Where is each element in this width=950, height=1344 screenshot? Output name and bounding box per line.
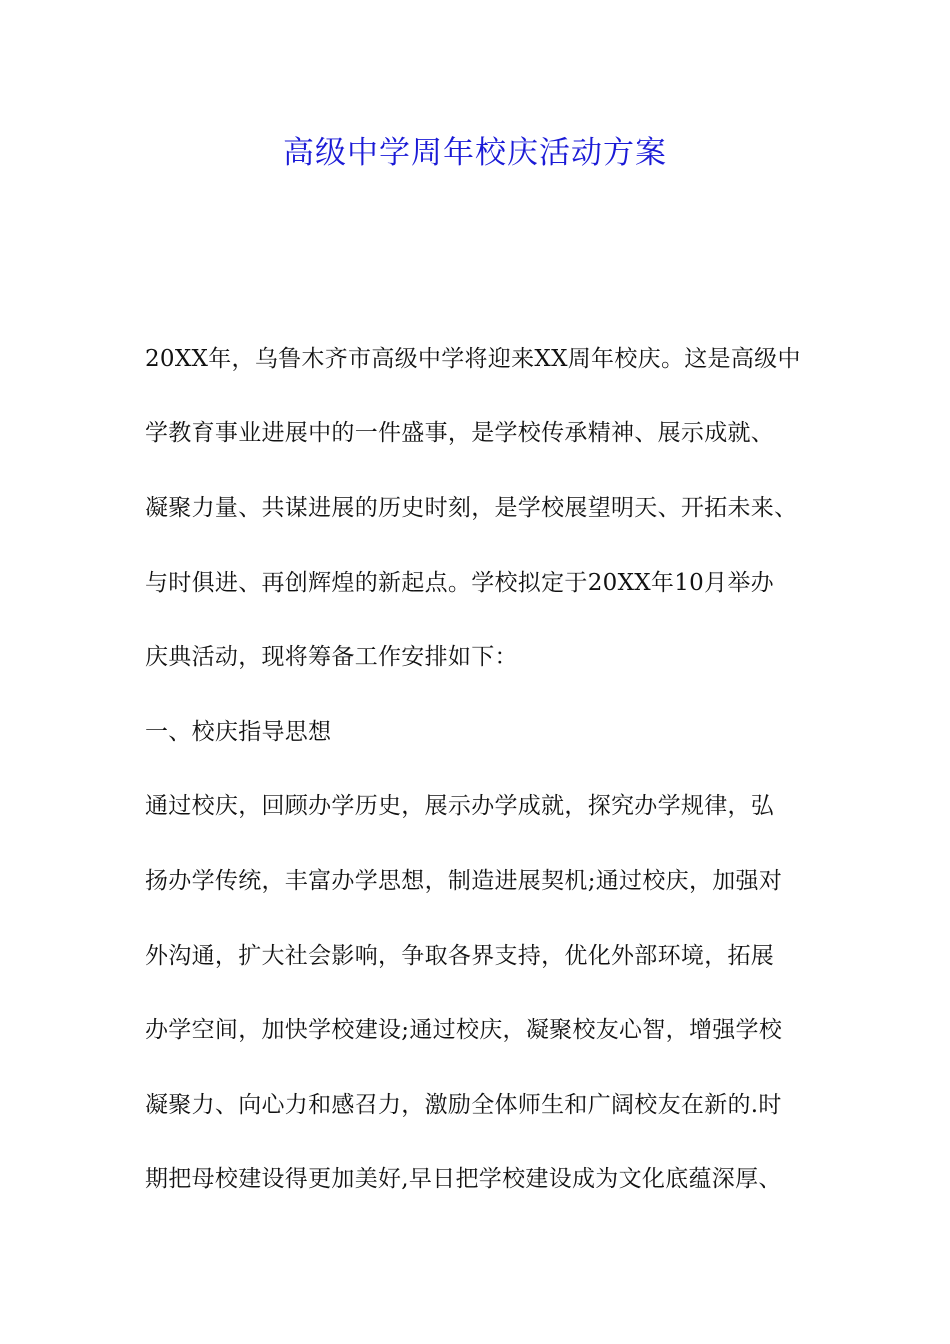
paragraph-line-3: 凝聚力量、共谋进展的历史时刻，是学校展望明天、开拓未来、 (145, 495, 798, 521)
paragraph-line-11: 期把母校建设得更加美好,早日把学校建设成为文化底蕴深厚、 (145, 1166, 782, 1192)
paragraph-line-5: 庆典活动，现将筹备工作安排如下： (145, 644, 518, 670)
paragraph-line-4: 与时俱进、再创辉煌的新起点。学校拟定于20XX年10月举办 (145, 570, 774, 596)
paragraph-line-1: 20XX年，乌鲁木齐市高级中学将迎来XX周年校庆。这是高级中 (145, 346, 801, 372)
paragraph-line-7: 扬办学传统，丰富办学思想，制造进展契机;通过校庆，加强对 (145, 868, 783, 894)
paragraph-line-6: 通过校庆，回顾办学历史，展示办学成就，探究办学规律，弘 (145, 793, 775, 819)
paragraph-line-8: 外沟通，扩大社会影响，争取各界支持，优化外部环境，拓展 (145, 943, 775, 969)
paragraph-line-10: 凝聚力、向心力和感召力，激励全体师生和广阔校友在新的.时 (145, 1092, 782, 1118)
section-heading-1: 一、校庆指导思想 (145, 719, 332, 745)
paragraph-line-2: 学教育事业进展中的一件盛事，是学校传承精神、展示成就、 (145, 420, 775, 446)
paragraph-line-9: 办学空间，加快学校建设;通过校庆，凝聚校友心智，增强学校 (145, 1017, 783, 1043)
document-title: 高级中学周年校庆活动方案 (283, 135, 667, 171)
